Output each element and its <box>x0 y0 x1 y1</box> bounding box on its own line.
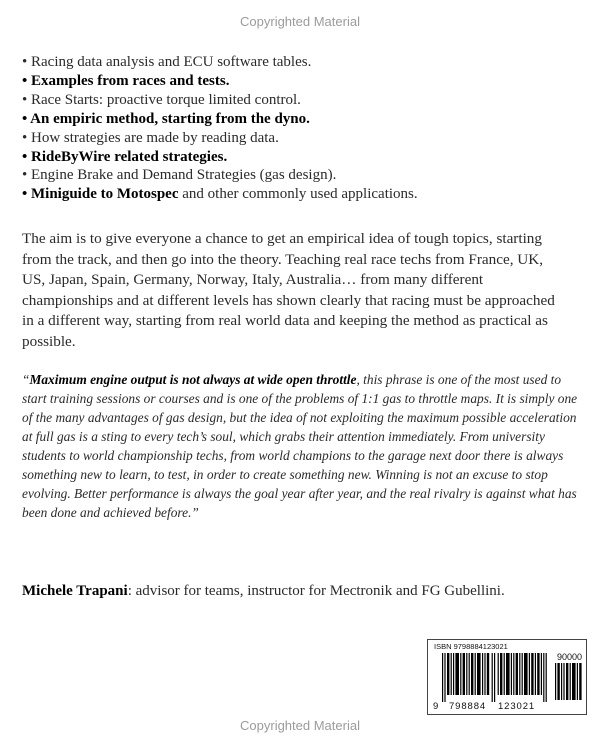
bullet-item: • Examples from races and tests. <box>22 72 230 89</box>
bullet-item: • Racing data analysis and ECU software tables. <box>22 54 312 70</box>
bullet-rest-text: and other commonly used applications. <box>178 186 418 203</box>
bullet-item <box>22 185 562 204</box>
author-description: : advisor for teams, instructor for Mectronik and FG Gubellini. <box>127 583 505 599</box>
quote-open-mark: “ <box>22 372 30 387</box>
watermark-bottom: Copyrighted Material <box>240 718 360 733</box>
testimonial-quote <box>22 370 578 522</box>
description-paragraph: The aim is to give everyone a chance to get an empirical idea of tough topics, starting from the track, and then go into the theory. Teaching real race techs from France, UK, US, Japan, Spain, Germany, Norway, Italy, Australia… from many different championships and at different levels has shown clearly that racing must be approached in a different way, starting from real world data and keeping the method as practical as possible. <box>22 230 555 350</box>
feature-bullet-list <box>22 53 562 204</box>
bullet-item: • How strategies are made by reading data. <box>22 129 279 146</box>
barcode-right-digits: 123021 <box>498 701 536 712</box>
bullet-item: • Race Starts: proactive torque limited control. <box>22 91 301 108</box>
author-bio <box>22 581 542 602</box>
watermark-top: Copyrighted Material <box>240 14 360 29</box>
bullet-item: • RideByWire related strategies. <box>22 148 228 165</box>
isbn-barcode <box>427 639 587 715</box>
quote-emphasis: Maximum engine output is not always at wide open throttle <box>29 372 357 387</box>
author-name: Michele Trapani <box>22 583 128 599</box>
bullet-item: • Engine Brake and Demand Strategies (gas design). <box>22 167 337 184</box>
bullet-item: • An empiric method, starting from the dyno. <box>22 110 310 127</box>
quote-body: , this phrase is one of the most used to start training sessions or courses and is one of the problems of 1:1 gas to throttle maps. It is simply one of the many advantages of gas design, but the idea of not exploiting the maximum possible acceleration at full gas is a sting to every tech’s soul, which grabs their attention immediately. From university students to world championship techs, from world champions to the garage next door there is always something new to learn, to test, in order to create something new. Winning is not an excuse to stop evolving. Better performance is always the goal year after year, and the real rivalry is against what has been done and achieved before.” <box>22 372 578 520</box>
barcode-addon-bars-icon <box>555 663 583 700</box>
price-code: 90000 <box>557 652 583 662</box>
barcode-left-digits: 798884 <box>449 701 487 712</box>
barcode-bars-icon <box>442 653 550 702</box>
isbn-label: ISBN 9798884123021 <box>434 642 508 651</box>
barcode-first-digit: 9 <box>433 701 439 712</box>
bullet-bold-text: • Miniguide to Motospec <box>22 186 179 203</box>
